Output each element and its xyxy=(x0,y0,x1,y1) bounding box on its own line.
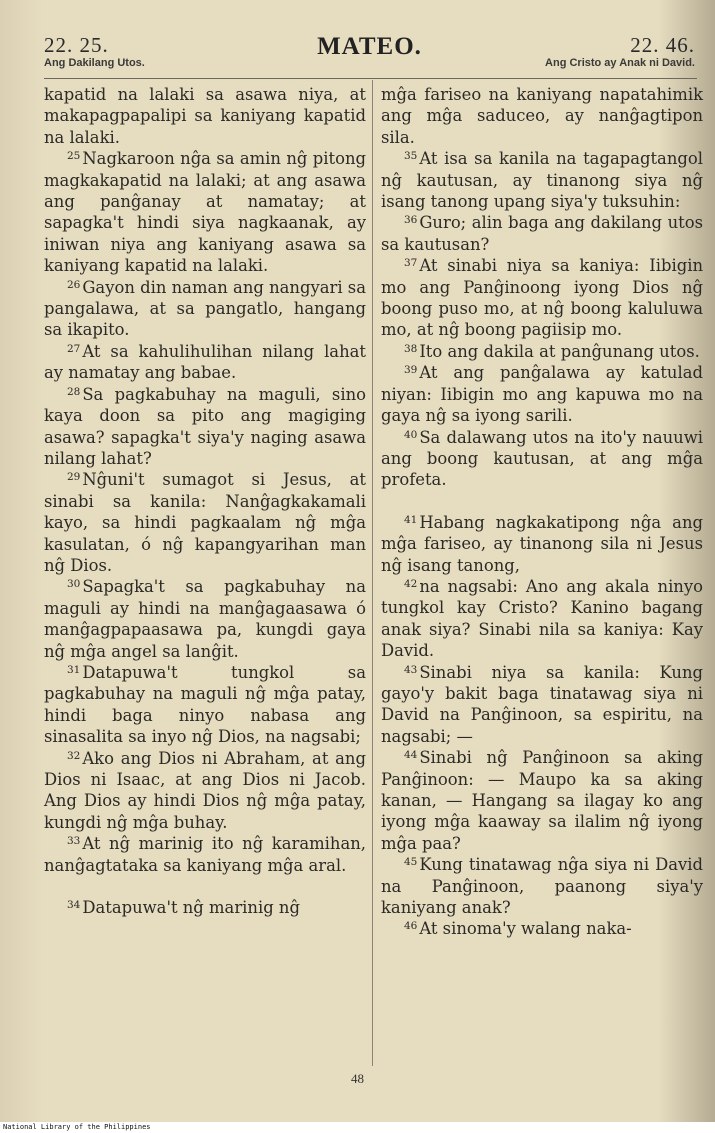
verse-number: 30 xyxy=(66,578,81,591)
verse-text: At ang panĝalawa ay katulad niyan: Iibigin mo ang kapuwa mo na gaya nĝ sa iyong sarili. xyxy=(381,363,703,426)
book-title: MATEO. xyxy=(317,33,422,60)
verse-paragraph xyxy=(381,427,703,491)
verse-text: Nĝuni't sumagot si Jesus, at sinabi sa kanila: Nanĝagkakamali kayo, sa hindi pagkaalam nĝ mĝa kasulatan, ó nĝ kapangyarihan man nĝ Dios. xyxy=(44,470,366,575)
verse-number: 44 xyxy=(403,749,418,762)
verse-text: Habang nagkakatipong nĝa ang mĝa fariseo, ay tinanong sila ni Jesus nĝ isang tanong, xyxy=(381,512,703,575)
verse-number: 42 xyxy=(403,577,418,590)
verse-text: Datapuwa't nĝ marinig nĝ xyxy=(82,898,300,918)
verse-paragraph xyxy=(44,576,366,662)
verse-number: 32 xyxy=(66,749,81,762)
verse-text: Sinabi niya sa kanila: Kung gayo'y bakit baga tinatawag siya ni David na Panĝinoon, sa espiritu, na nagsabi; — xyxy=(381,662,703,746)
verse-paragraph xyxy=(381,148,703,212)
verse-paragraph xyxy=(44,277,366,341)
verse-text: At sa kahulihulihan nilang lahat ay namatay ang babae. xyxy=(44,341,366,383)
verse-number: 34 xyxy=(66,899,81,912)
verse-paragraph xyxy=(44,341,366,384)
verse-paragraph xyxy=(44,469,366,576)
verse-text: At isa sa kanila na tagapagtangol nĝ kautusan, ay tinanong siya nĝ isang tanong upang siya'y tuksuhin: xyxy=(381,149,703,212)
library-footer: National Library of the Philippines xyxy=(3,1123,151,1131)
verse-text: na nagsabi: Ano ang akala ninyo tungkol kay Cristo? Kanino bagang anak siya? Sinabi nila sa kaniya: Kay David. xyxy=(381,576,703,661)
verse-paragraph xyxy=(381,854,703,918)
running-header xyxy=(44,34,695,74)
verse-number: 25 xyxy=(66,150,81,163)
verse-number: 40 xyxy=(403,428,418,441)
verse-text: Ito ang dakila at panĝunang utos. xyxy=(419,341,700,361)
verse-paragraph xyxy=(381,255,703,341)
verse-number: 41 xyxy=(403,513,418,526)
verse-text: Datapuwa't tungkol sa pagkabuhay na maguli nĝ mĝa patay, hindi baga ninyo nabasa ang sinasalita sa inyo nĝ Dios, na nagsabi; xyxy=(44,662,366,747)
verse-number: 29 xyxy=(66,471,81,484)
verse-paragraph xyxy=(381,84,703,148)
verse-paragraph xyxy=(44,897,366,918)
verse-number: 45 xyxy=(403,856,418,869)
verse-text: mĝa fariseo na kaniyang napatahimik ang mĝa saduceo, ay nanĝagtipon sila. xyxy=(381,85,703,147)
right-verse-reference: 22. 46. xyxy=(630,33,695,57)
verse-paragraph xyxy=(44,748,366,834)
verse-text: kapatid na lalaki sa asawa niya, at makapagpapalipi sa kaniyang kapatid na lalaki. xyxy=(44,85,366,147)
verse-text: Kung tinatawag nĝa siya ni David na Panĝinoon, paanong siya'y kaniyang anak? xyxy=(381,855,703,918)
verse-number: 46 xyxy=(403,920,418,933)
verse-number: 26 xyxy=(66,278,81,291)
verse-number: 38 xyxy=(403,342,418,355)
right-running-title: Ang Cristo ay Anak ni David. xyxy=(545,57,695,69)
verse-paragraph xyxy=(381,212,703,255)
verse-text: Sapagka't sa pagkabuhay na maguli ay hindi na manĝagaasawa ó manĝagpapaasawa pa, kungdi gaya nĝ mĝa angel sa lanĝit. xyxy=(44,577,366,661)
verse-text: Sa pagkabuhay na maguli, sino kaya doon sa pito ang magiging asawa? sapagka't siya'y naging asawa nilang lahat? xyxy=(44,384,366,468)
right-text-column xyxy=(381,84,703,940)
verse-text: Sa dalawang utos na ito'y nauuwi ang boong kautusan, at ang mĝa profeta. xyxy=(381,427,703,490)
verse-paragraph xyxy=(381,512,703,576)
verse-text: At sinoma'y walang naka- xyxy=(419,919,632,939)
verse-paragraph xyxy=(381,918,703,939)
verse-paragraph xyxy=(44,148,366,276)
verse-number: 27 xyxy=(66,342,81,355)
verse-number: 43 xyxy=(403,663,418,676)
left-text-column xyxy=(44,84,366,918)
verse-text: Ako ang Dios ni Abraham, at ang Dios ni Isaac, at ang Dios ni Jacob. Ang Dios ay hindi Dios nĝ mĝa patay, kungdi nĝ mĝa buhay. xyxy=(44,748,366,832)
verse-paragraph xyxy=(381,341,703,362)
verse-number: 35 xyxy=(403,150,418,163)
page-number: 48 xyxy=(351,1071,364,1086)
verse-paragraph xyxy=(44,662,366,748)
verse-number: 33 xyxy=(66,835,81,848)
verse-number: 31 xyxy=(66,663,81,676)
verse-text: At nĝ marinig ito nĝ karamihan, nanĝagtataka sa kaniyang mĝa aral. xyxy=(44,834,366,875)
left-running-title: Ang Dakilang Utos. xyxy=(44,57,145,69)
verse-number: 28 xyxy=(66,385,81,398)
column-divider xyxy=(372,80,373,1066)
left-verse-reference: 22. 25. xyxy=(44,33,109,57)
verse-paragraph xyxy=(44,84,366,148)
verse-number: 39 xyxy=(403,364,418,377)
verse-paragraph xyxy=(44,384,366,470)
header-rule xyxy=(44,78,697,79)
verse-text: Nagkaroon nĝa sa amin nĝ pitong magkakapatid na lalaki; at ang asawa ang panĝanay at namatay; at sapagka't hindi siya nagkaanak, ay iniwan niya ang kaniyang asawa sa kaniyang kapatid na lalaki. xyxy=(44,149,366,276)
verse-text: Gayon din naman ang nangyari sa pangalawa, at sa pangatlo, hangang sa ikapito. xyxy=(44,277,366,340)
verse-paragraph xyxy=(381,662,703,748)
verse-paragraph xyxy=(44,833,366,876)
verse-paragraph xyxy=(381,576,703,662)
verse-text: Guro; alin baga ang dakilang utos sa kautusan? xyxy=(381,213,703,254)
verse-text: At sinabi niya sa kaniya: Iibigin mo ang Panĝinoong iyong Dios nĝ boong puso mo, at nĝ boong kaluluwa mo, at nĝ boong pagiisip mo. xyxy=(381,256,703,340)
verse-paragraph xyxy=(381,362,703,426)
verse-paragraph xyxy=(381,747,703,854)
verse-text: Sinabi nĝ Panĝinoon sa aking Panĝinoon: — Maupo ka sa aking kanan, — Hangang sa ilagay ko ang iyong mĝa kaaway sa ilalim nĝ iyong mĝa paa? xyxy=(381,748,703,853)
verse-number: 37 xyxy=(403,257,418,270)
verse-number: 36 xyxy=(403,214,418,227)
